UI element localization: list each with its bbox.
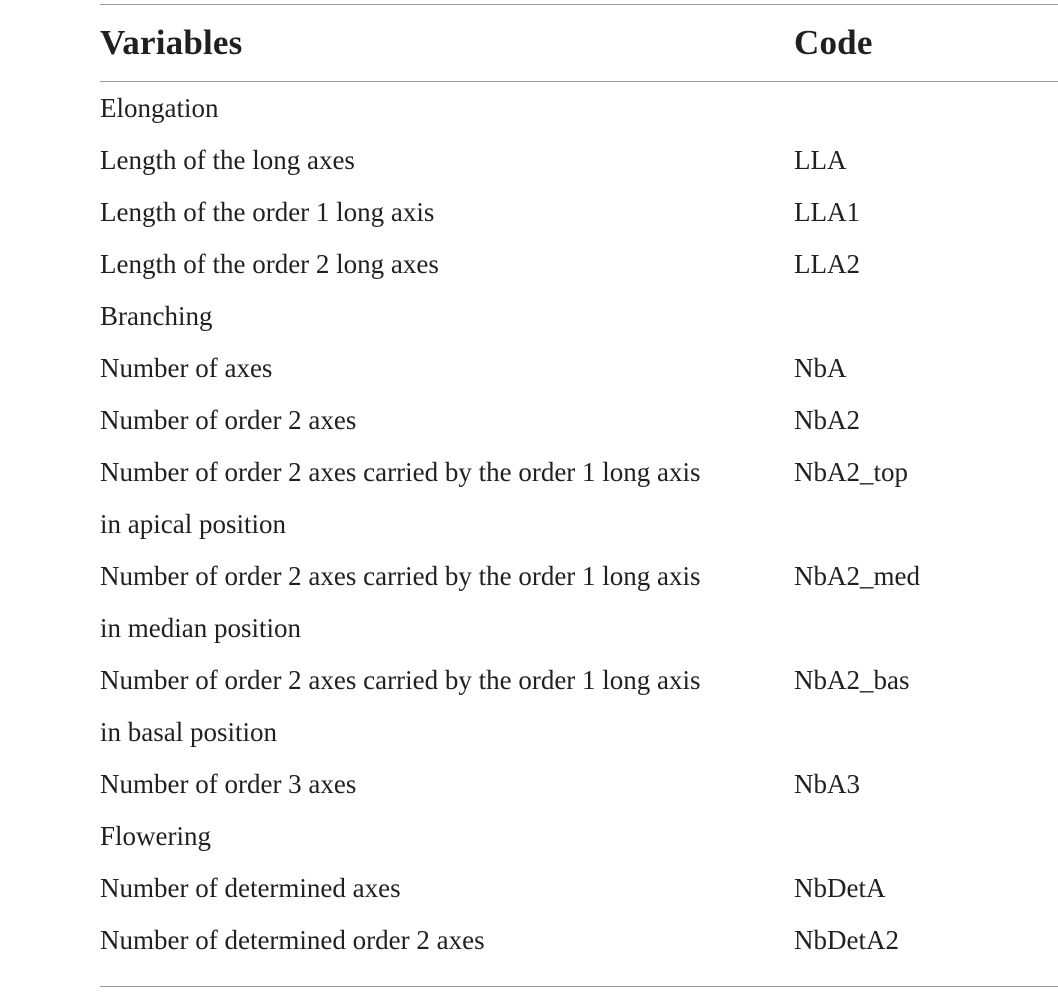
variable-cell: Length of the long axes [100, 145, 355, 175]
table-row [100, 82, 1058, 134]
variable-cell: Length of the order 2 long axes [100, 249, 439, 279]
variables-table [100, 4, 1058, 987]
variable-cell: Number of axes [100, 353, 273, 383]
table-row [100, 446, 1058, 550]
variable-cell: Number of order 2 axes [100, 405, 357, 435]
code-cell: NbA2 [794, 405, 860, 435]
table-row [100, 914, 1058, 966]
code-cell: NbA2_bas [794, 665, 910, 695]
section-label-flowering: Flowering [100, 821, 211, 851]
table-row [100, 550, 1058, 654]
code-cell: NbA2_med [794, 561, 920, 591]
code-cell: NbDetA2 [794, 925, 899, 955]
code-cell: NbA3 [794, 769, 860, 799]
table-bottom-rule [100, 986, 1058, 987]
variable-cell: Length of the order 1 long axis [100, 197, 435, 227]
variable-line-1: Number of order 2 axes carried by the order 1 long axis [100, 665, 701, 695]
header-code: Code [794, 23, 873, 62]
variable-line-2: in apical position [100, 509, 286, 539]
table-row [100, 186, 1058, 238]
variable-line-2: in median position [100, 613, 301, 643]
variable-cell: Number of determined axes [100, 873, 401, 903]
table-row [100, 810, 1058, 862]
table-row [100, 758, 1058, 810]
table-row [100, 394, 1058, 446]
code-cell: LLA1 [794, 197, 860, 227]
table-header-row [100, 5, 1058, 81]
variable-cell [100, 550, 794, 654]
code-cell: NbA2_top [794, 457, 908, 487]
variable-line-2: in basal position [100, 717, 277, 747]
section-label-elongation: Elongation [100, 93, 219, 123]
table-row [100, 134, 1058, 186]
variable-cell: Number of order 3 axes [100, 769, 357, 799]
table-row [100, 238, 1058, 290]
variable-line-1: Number of order 2 axes carried by the order 1 long axis [100, 561, 701, 591]
variable-cell [100, 654, 794, 758]
table-row [100, 654, 1058, 758]
code-cell: NbDetA [794, 873, 886, 903]
table-row [100, 862, 1058, 914]
variable-line-1: Number of order 2 axes carried by the order 1 long axis [100, 457, 701, 487]
code-cell: NbA [794, 353, 847, 383]
section-label-branching: Branching [100, 301, 213, 331]
table-bottom-spacer [100, 966, 1058, 986]
table-row [100, 342, 1058, 394]
variable-cell [100, 446, 794, 550]
table-body [100, 82, 1058, 966]
code-cell: LLA2 [794, 249, 860, 279]
table-row [100, 290, 1058, 342]
variable-cell: Number of determined order 2 axes [100, 925, 485, 955]
header-variables: Variables [100, 23, 243, 62]
code-cell: LLA [794, 145, 847, 175]
